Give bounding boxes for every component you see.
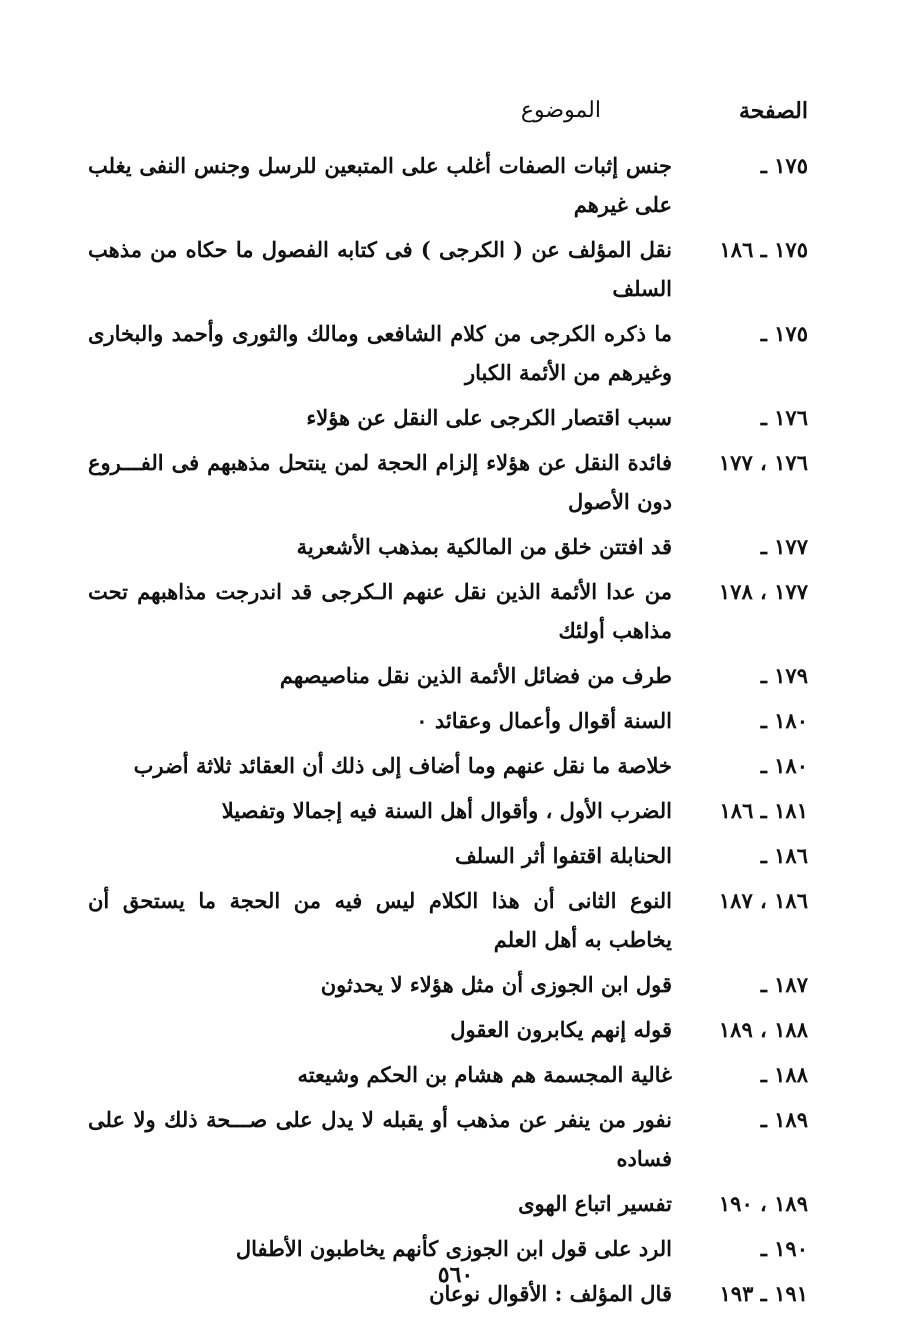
index-entry bbox=[88, 146, 808, 224]
index-entry bbox=[88, 398, 808, 437]
entry-text: تفسير اتباع الهوى bbox=[518, 1191, 672, 1216]
index-entry bbox=[88, 314, 808, 392]
entry-pages: ١٨٧ ـ bbox=[760, 972, 808, 997]
entry-text: غالية المجسمة هم هشام بن الحكم وشيعته bbox=[297, 1062, 672, 1087]
entry-text: قول ابن الجوزى أن مثل هؤلاء لا يحدثون bbox=[320, 972, 672, 997]
entry-pages: ١٨١ ـ ١٨٦ bbox=[719, 798, 808, 823]
entry-pages: ١٧٦ ـ bbox=[760, 405, 808, 430]
index-entry bbox=[88, 443, 808, 521]
entry-pages: ١٨٩ ، ١٩٠ bbox=[718, 1191, 808, 1216]
entry-text: نفور من ينفر عن مذهب أو يقبله لا يدل على صـــحة ذلك ولا على فساده bbox=[88, 1107, 672, 1171]
index-entry bbox=[88, 1055, 808, 1094]
index-entry bbox=[88, 230, 808, 308]
table-header bbox=[96, 98, 816, 134]
entry-pages: ١٧٧ ، ١٧٨ bbox=[718, 579, 808, 604]
entry-pages: ١٧٥ ـ bbox=[760, 321, 808, 346]
entry-text: سبب اقتصار الكرجى على النقل عن هؤلاء bbox=[306, 405, 672, 430]
entry-text: جنس إثبات الصفات أغلب على المتبعين للرسل وجنس النفى يغلب على غيرهم bbox=[88, 153, 672, 217]
entry-text: قوله إنهم يكابرون العقول bbox=[450, 1017, 672, 1042]
index-entry bbox=[88, 527, 808, 566]
entry-pages: ١٨٦ ، ١٨٧ bbox=[718, 888, 808, 913]
entry-pages: ١٨٨ ، ١٨٩ bbox=[718, 1017, 808, 1042]
index-entry bbox=[88, 701, 808, 740]
entry-text: الرد على قول ابن الجوزى كأنهم يخاطبون الأطفال bbox=[235, 1236, 672, 1261]
entry-text: ما ذكره الكرجى من كلام الشافعى ومالك والثورى وأحمد والبخارى وغيرهم من الأئمة الكبار bbox=[88, 321, 672, 385]
topic-column-header: الموضوع bbox=[520, 98, 601, 123]
entry-text: فائدة النقل عن هؤلاء إلزام الحجة لمن ينتحل مذهبهم فى الفـــروع دون الأصول bbox=[88, 450, 672, 514]
index-entry bbox=[88, 656, 808, 695]
entry-text: النوع الثانى أن هذا الكلام ليس فيه من الحجة ما يستحق أن يخاطب به أهل العلم bbox=[88, 888, 672, 952]
entry-pages: ١٩٠ ـ bbox=[760, 1236, 808, 1261]
index-entry bbox=[88, 791, 808, 830]
entry-text: قال المؤلف : الأقوال نوعان bbox=[429, 1281, 672, 1306]
entry-pages: ١٧٩ ـ bbox=[760, 663, 808, 688]
index-entry bbox=[88, 965, 808, 1004]
entry-text: طرف من فضائل الأئمة الذين نقل مناصيصهم bbox=[279, 663, 672, 688]
index-entries bbox=[88, 146, 808, 1319]
entry-pages: ١٨٠ ـ bbox=[760, 753, 808, 778]
page-number: ٥٦٠ bbox=[437, 1262, 474, 1288]
index-entry bbox=[88, 881, 808, 959]
index-entry bbox=[88, 572, 808, 650]
entry-text: السنة أقوال وأعمال وعقائد ٠ bbox=[416, 708, 672, 733]
entry-pages: ١٨٠ ـ bbox=[760, 708, 808, 733]
entry-pages: ١٧٧ ـ bbox=[760, 534, 808, 559]
entry-text: قد افتتن خلق من المالكية بمذهب الأشعرية bbox=[296, 534, 672, 559]
entry-pages: ١٧٦ ، ١٧٧ bbox=[718, 450, 808, 475]
index-entry bbox=[88, 746, 808, 785]
entry-pages: ١٨٦ ـ bbox=[760, 843, 808, 868]
entry-pages: ١٧٥ ـ ١٨٦ bbox=[719, 237, 808, 262]
index-entry bbox=[88, 1184, 808, 1223]
index-entry bbox=[88, 1100, 808, 1178]
index-entry bbox=[88, 836, 808, 875]
entry-pages: ١٨٩ ـ bbox=[760, 1107, 808, 1132]
entry-text: نقل المؤلف عن ( الكرجى ) فى كتابه الفصول ما حكاه من مذهب السلف bbox=[88, 237, 672, 301]
entry-text: الحنابلة اقتفوا أثر السلف bbox=[455, 843, 672, 868]
entry-pages: ١٨٨ ـ bbox=[760, 1062, 808, 1087]
entry-text: الضرب الأول ، وأقوال أهل السنة فيه إجمالا وتفصيلا bbox=[221, 798, 672, 823]
index-entry bbox=[88, 1010, 808, 1049]
entry-text: من عدا الأئمة الذين نقل عنهم الـكرجى قد اندرجت مذاهبهم تحت مذاهب أولئك bbox=[88, 579, 672, 643]
page-column-header: الصفحة bbox=[738, 98, 808, 124]
entry-text: خلاصة ما نقل عنهم وما أضاف إلى ذلك أن العقائد ثلاثة أضرب bbox=[133, 753, 672, 778]
entry-pages: ١٩١ ـ ١٩٣ bbox=[719, 1281, 808, 1306]
entry-pages: ١٧٥ ـ bbox=[760, 153, 808, 178]
